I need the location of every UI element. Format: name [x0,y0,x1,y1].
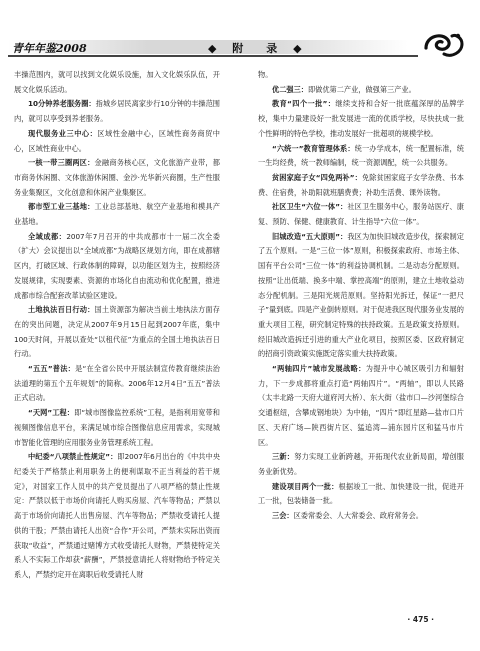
entry-definition: 丰操范围内，就可以找到文化娱乐设施，加入文化娱乐队伍，开展文化娱乐活动。 [14,70,220,94]
entry-term: 中纪委“八项禁止性规定”： [28,452,118,462]
entry-definition: 是“在全省公民中开展法制宣传教育继续法治法道理的第五个五年规划”的简称。2006年12月4日“五五”普法正式启动。 [14,364,220,403]
entry-term: “两轴四片”城市发展战略： [272,364,366,374]
entry-term: 10分钟养老服务圈： [28,99,96,109]
entry-term: 三会： [272,511,294,521]
entry-term: 教育“四个一批”： [272,99,336,109]
glossary-entry [14,450,220,582]
entry-definition: 社区卫生服务中心，服务站医疗、康复、预防、保健、健康教育、计生指导“六位一体”。 [258,202,464,227]
entry-definition: 金融商务核心区，文化旅游产业带，都市商务休闲圈、文体旅游休闲圈、金沙·光华新兴商圈，生产性服务业集聚区，文化创意和休闲产业集聚区。 [14,158,220,197]
glossary-entry [258,97,464,141]
entry-term: 贫困家庭子女“四免两补”： [272,172,362,182]
header-divider [8,55,418,57]
entry-term: 优二强三： [272,84,308,94]
glossary-entry [14,97,220,126]
glossary-entry [258,450,464,479]
glossary-entry [258,480,464,509]
glossary-entry [258,200,464,229]
glossary-entry [14,127,220,156]
entry-term: 全域成都： [28,231,67,241]
entry-term: “五五”普法： [28,364,76,374]
glossary-entry [258,362,464,450]
entry-term: 一核一带三圈两区： [28,158,95,168]
glossary-entry [14,156,220,200]
right-column [258,68,464,524]
entry-definition: 即“城市图像监控系统”工程，是指利用宽带和视频图像信息平台，来满足城市综合图像信息应用需求，实现城市智能化管理的应用服务业务管理系统工程。 [14,408,220,447]
glossary-entry [14,200,220,229]
glossary-entry [14,362,220,406]
yearbook-title: 青年年鉴2008 [12,42,87,55]
glossary-entry [258,142,464,171]
entry-definition: 努力实现工业新跨越，开拓现代农业新局面，增创服务业新优势。 [258,452,464,476]
glossary-entry [258,171,464,200]
entry-definition: 2007年7月召开的中共成都市十一届二次全委（扩大）会议提出以“全域成都”为战略区规划方向，即在成都辖区内，打破区域、行政体制的障碍，以功能区划为主，按照经济发展规律，实现要素、资源的市场化自由流动和优化配置，推进成都市综合配套改革试验区建设。 [14,231,220,300]
entry-term: 现代服务业三中心： [28,128,98,138]
entry-definition: 继续支持和合好一批底蕴深厚的品牌学校，集中力量建设好一批发展进一流的优质学校，尽快扶成一批个性鲜明的特色学校，推动发展好一批超项的规模学校。 [258,99,464,138]
entry-term: “天网”工程： [28,408,75,418]
entry-definition: 指城乡居民离家步行10分钟的丰操范围内，就可以享受到养老服务。 [14,99,220,124]
glossary-entry [258,230,464,362]
entry-definition: 区委常委会、人大常委会、政府常务会。 [293,511,423,521]
glossary-entry [258,68,464,83]
entry-definition: 根据竣工一批、加快建设一批，促进开工一批，包装储备一批。 [258,481,464,506]
entry-definition: 工业总部基地、航空产业基地和模具产业基地。 [14,202,220,227]
glossary-entry [14,68,220,97]
entry-definition: 为提升中心城区吸引力和辐射力，下一步成都将重点打造“两轴四片”。“两轴”，即以人民路（太丰北路一天府大道府河大桥）、东大街（盐市口—沙河堡综合交通枢纽，含攀成钢地块）为中轴，“四片”即红星路—盐市口片区、天府广场—陕西街片区、猛追湾—浦东园片区和猛马市片区。 [258,364,464,447]
entry-definition: 区域性金融中心，区域性商务商贸中心，区域性商业中心。 [14,128,220,153]
section-title: ◆ 附 录 ◆ [208,42,308,55]
entry-term: “六统一”教育管理体系： [272,143,355,153]
entry-definition: 即2007年6月出台的《中共中央纪委关于严格禁止利用职务上的便利谋取不正当利益的若干规定》，对国家工作人员中的共产党员提出了八项严格的禁止性规定：严禁以低于市场价向请托人购买房屋、汽车等物品；严禁以高于市场价向请托人出售房屋、汽车等物品；严禁收受请托人提供的干股；严禁由请托人出资“合作”开公司，严禁未实际出资而获取“收益”，严禁通过赌博方式收受请托人财物，严禁使特定关系人不实际工作却获“薪酬”，严禁授意请托人将财物给予特定关系人，严禁约定开在离职后收受请托人财 [14,452,220,579]
page-header [0,0,480,54]
glossary-entry [14,303,220,362]
glossary-entry [258,83,464,98]
entry-definition: 统一办学成本，统一配置标准，统一生均经费，统一教师编制，统一资源调配，统一公共服务。 [258,143,464,168]
entry-term: 都市型工业三基地： [28,202,95,212]
entry-definition: 物。 [258,70,273,79]
left-column [14,68,220,583]
entry-definition: 即做优第二产业，做强第三产业。 [307,84,416,94]
swirl-logo-icon [420,28,466,62]
entry-term: 土地执法百日行动： [28,305,95,315]
glossary-entry [14,230,220,304]
entry-definition: 我区为加快旧城改造步伐，探索制定了五个原则。一是“三位一体”原则，积极探索政府、市场主体、国有平台公司“三位一体”的利益协调机制。二是动态分配原则。按照“让出低端、换多中端、掌控高端”的原则，建立土地收益动态分配机制。三是阳光规范原则。坚持阳光拆迁，保证“一把尺子”量到底。四是产业倒转原则。对于促进我区现代服务业发展的重大项目工程，研究制定特殊的扶持政策。五是政策支持原则。经旧城改造拆迁引进的重大产业化项目，按照区委、区政府制定的招商引资政策实施既定落实重大扶持政策。 [258,231,464,359]
glossary-entry [258,509,464,524]
entry-definition: 国土资源部为解决当前土地执法方面存在的突出问题，决定从2007年9月15日起到2007年底，集中100天时间，开展以查处“以租代征”为重点的全国土地执法百日行动。 [14,305,220,359]
glossary-entry [14,406,220,450]
entry-term: 建设项目两个一批： [272,481,339,491]
entry-term: 旧城改造“五大原则”： [272,231,348,241]
entry-term: 社区卫生“六位一体”： [272,202,348,212]
entry-definition: 免除贫困家庭子女学杂费、书本费、住宿费，补助阳就班膳费费；补助生活费、课外读物。 [258,172,464,197]
entry-term: 三新： [272,452,295,462]
page-number: · 475 · [407,615,434,624]
